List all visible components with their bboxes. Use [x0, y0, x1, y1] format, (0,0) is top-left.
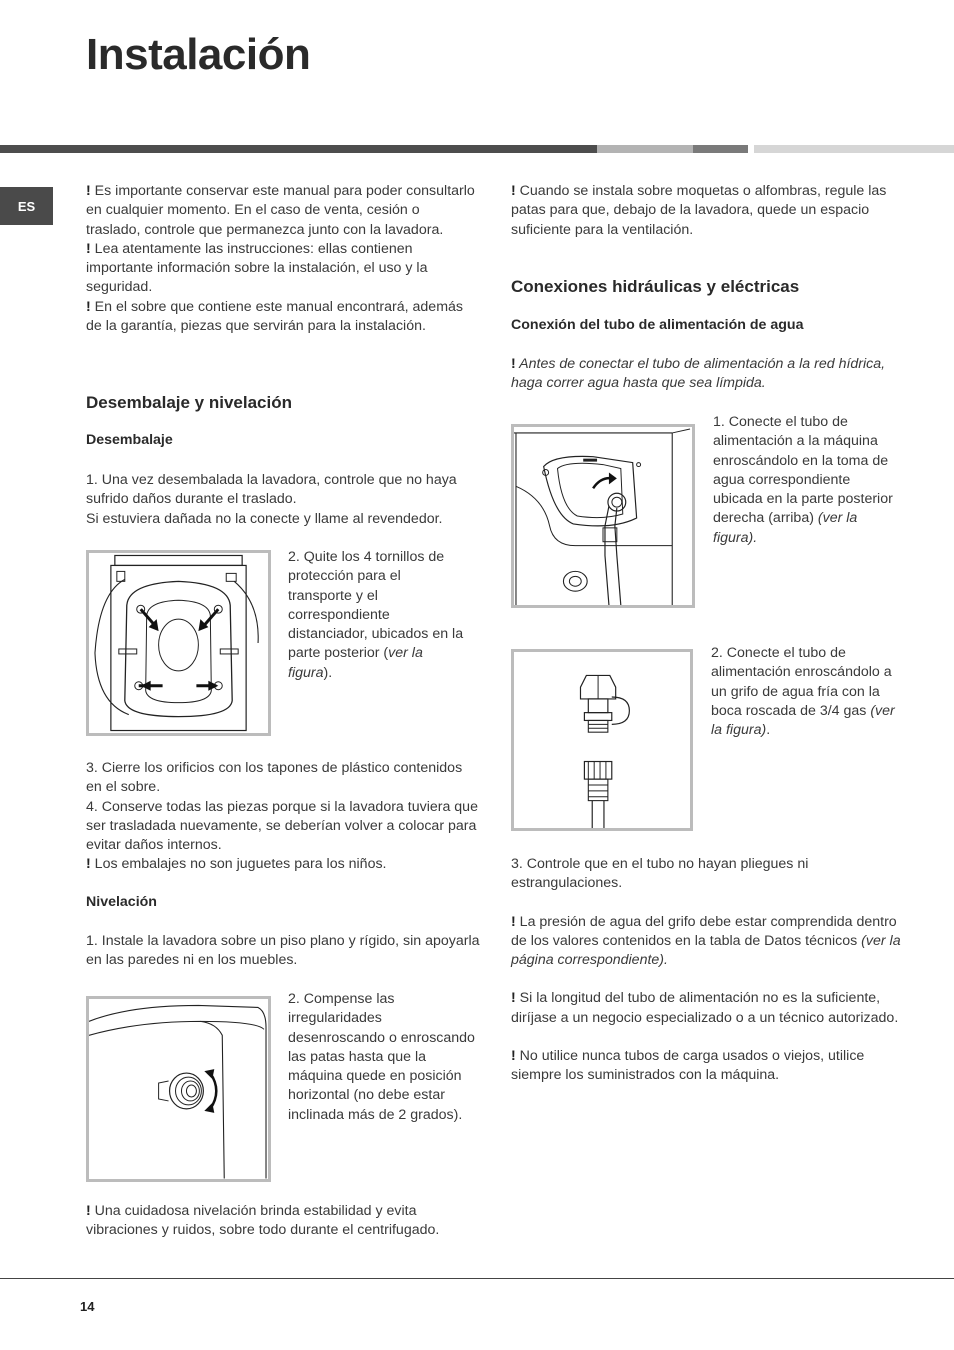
page-title: Instalación	[86, 30, 311, 79]
language-tab: ES	[0, 187, 53, 225]
unpack-step-2-body: 2. Quite los 4 tornillos de protección para el transporte y el correspondiente distanciador, ubicados en la parte posterior (	[288, 549, 464, 662]
figure-reference: (ver la figura).	[713, 510, 858, 546]
intro-note-3	[86, 298, 476, 337]
intro-note-1-text: Es importante conservar este manual para poder consultarlo en cualquier momento. En el caso de venta, cesión o traslado, controle que permanezca junto con la lavadora.	[86, 183, 475, 238]
intro-notes	[86, 182, 476, 336]
warning-mark: !	[511, 990, 516, 1007]
water-step-3-text: 3. Controle que en el tubo no hayan pliegues ni estrangulaciones.	[511, 856, 809, 892]
unpack-step-2-text	[288, 548, 466, 683]
warning-mark: !	[511, 183, 516, 199]
water-inlet-illustration	[514, 427, 692, 605]
carpet-note-body: Cuando se instala sobre moquetas o alfombras, regule las patas para que, debajo de la lavadora, quede un espacio suficiente para la ventilación.	[511, 183, 887, 238]
level-step-2	[288, 990, 478, 1125]
unpack-step-2-end: ).	[323, 664, 333, 681]
warning-mark: !	[86, 1203, 91, 1219]
warning-mark: !	[86, 298, 91, 315]
subsection-title-water-hose: Conexión del tubo de alimentación de agua	[511, 317, 804, 333]
page-reference: (ver la página correspondiente).	[511, 932, 901, 969]
pressure-note	[511, 913, 906, 971]
warning-mark: !	[511, 356, 516, 372]
level-warning-body: Una cuidadosa nivelación brinda estabilidad y evita vibraciones y ruidos, sobre todo durante el centrifugado.	[86, 1203, 440, 1239]
water-step-1-text	[713, 413, 898, 548]
level-warning-text	[86, 1202, 481, 1241]
unpack-step-2	[288, 548, 466, 683]
tap-connection-illustration	[514, 652, 690, 828]
used-hose-note-body: No utilice nunca tubos de carga usados o viejos, utilice siempre los suministrados con la máquina.	[511, 1048, 865, 1084]
figure-tap-connection	[511, 649, 693, 831]
unpack-step-3-text: 3. Cierre los orificios con los tapones de plástico contenidos en el sobre.	[86, 760, 463, 796]
water-step-1	[713, 413, 898, 548]
length-note-body: Si la longitud del tubo de alimentación no es la suficiente, diríjase a un negocio especializado o a un técnico autorizado.	[511, 990, 899, 1026]
water-notes	[511, 855, 906, 1086]
water-step-2-end: .	[766, 722, 771, 739]
header-bar-dark	[0, 145, 597, 153]
unpack-step-1	[86, 471, 481, 529]
level-step-1	[86, 932, 481, 971]
water-step-2-body: 2. Conecte el tubo de alimentación enroscándolo a un grifo de agua fría con la boca roscada de 3/4 gas	[711, 645, 892, 719]
water-step-2	[711, 644, 901, 740]
washer-rear-illustration	[89, 553, 268, 733]
warning-mark: !	[86, 856, 91, 873]
figure-leveling-foot	[86, 996, 271, 1182]
spacer	[511, 970, 906, 989]
water-step-2-text	[711, 644, 901, 740]
level-warning	[86, 1202, 481, 1241]
level-step-1-text: 1. Instale la lavadora sobre un piso plano y rígido, sin apoyarla en las paredes ni en los muebles.	[86, 933, 480, 969]
unpack-steps-3-4	[86, 759, 481, 875]
level-step-2-text: 2. Compense las irregularidades desenroscando o enroscando las patas hasta que la máquina quede en posición horizontal (no debe estar inclinada más de 2 grados).	[288, 991, 475, 1123]
warning-mark: !	[86, 240, 91, 257]
length-note	[511, 989, 906, 1028]
unpack-step-1-text: 1. Una vez desembalada la lavadora, controle que no haya sufrido daños durante el traslado.	[86, 472, 457, 508]
pressure-note-body: La presión de agua del grifo debe estar comprendida dentro de los valores contenidos en la tabla de Datos técnicos	[511, 913, 897, 949]
used-hose-note	[511, 1047, 906, 1086]
pre-connection-text	[511, 355, 896, 394]
intro-note-2-text: Lea atentamente las instrucciones: ellas contienen importante información sobre la instalación, el uso y la seguridad.	[86, 240, 428, 296]
warning-mark: !	[86, 183, 91, 199]
adjustable-foot-illustration	[89, 999, 268, 1179]
pre-connection-body: Antes de conectar el tubo de alimentación a la red hídrica, haga correr agua hasta que sea límpida.	[511, 356, 886, 392]
footer-rule	[0, 1278, 954, 1279]
unpack-warning-text: Los embalajes no son juguetes para los niños.	[90, 856, 387, 873]
warning-mark: !	[511, 1048, 516, 1065]
intro-note-3-text: En el sobre que contiene este manual encontrará, además de la garantía, piezas que servirán para la instalación.	[86, 298, 463, 335]
header-bar-mid	[693, 145, 748, 153]
section-title-unpacking-leveling: Desembalaje y nivelación	[86, 393, 292, 412]
spacer	[511, 894, 906, 913]
page-number: 14	[80, 1299, 95, 1314]
carpet-note-text	[511, 182, 901, 240]
subsection-title-leveling: Nivelación	[86, 894, 157, 910]
section-title-connections: Conexiones hidráulicas y eléctricas	[511, 277, 800, 296]
intro-note-1	[86, 182, 476, 240]
pre-connection-note	[511, 355, 896, 394]
unpack-warning	[86, 855, 481, 874]
intro-note-2	[86, 240, 476, 298]
unpack-step-4-text: 4. Conserve todas las piezas porque si la lavadora tuviera que ser trasladada nuevamente, se deberían volver a colocar para evitar daños internos.	[86, 798, 478, 854]
warning-mark: !	[511, 913, 516, 930]
spacer	[511, 1028, 906, 1047]
figure-rear-screws	[86, 550, 271, 736]
header-bar-pale	[754, 145, 954, 153]
figure-water-inlet	[511, 424, 695, 608]
carpet-note	[511, 182, 901, 240]
subsection-title-unpacking: Desembalaje	[86, 432, 173, 448]
figure-reference: (ver la figura)	[711, 702, 895, 739]
figure-reference: ver la figura	[288, 645, 423, 681]
unpack-step-1b-text: Si estuviera dañada no la conecte y llame al revendedor.	[86, 510, 443, 527]
water-step-1-body: 1. Conecte el tubo de alimentación a la máquina enroscándolo en la toma de agua correspondiente ubicada en la parte posterior derecha (arriba)	[713, 414, 893, 527]
header-bar-light	[597, 145, 693, 153]
